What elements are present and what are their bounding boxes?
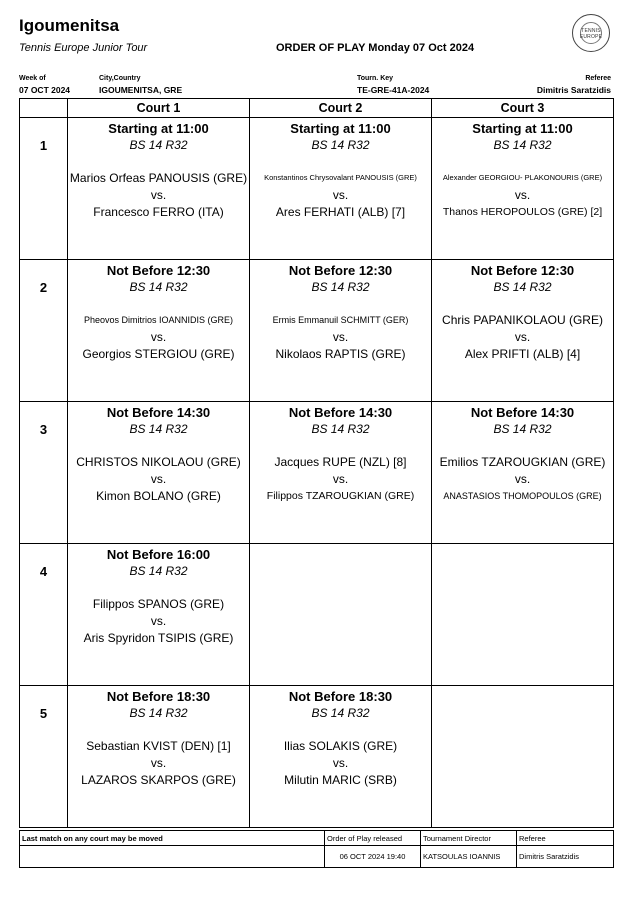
director-value: KATSOULAS IOANNIS (421, 846, 517, 868)
match-row (20, 686, 614, 828)
empty-match-cell (432, 544, 614, 686)
match-time: Not Before 12:30 (288, 263, 393, 278)
director-label: Tournament Director (421, 831, 517, 846)
order-of-play-table (19, 98, 614, 828)
vs-text: vs. (150, 756, 167, 770)
week-label: Week of (19, 75, 46, 82)
referee-value: Dimitris Saratzidis (536, 85, 611, 95)
match-cell (250, 402, 432, 544)
match-event: BS 14 R32 (493, 422, 552, 436)
city-value: IGOUMENITSA, GRE (99, 85, 183, 95)
match-time: Not Before 16:00 (106, 547, 211, 562)
player-1: Jacques RUPE (NZL) [8] (274, 455, 407, 469)
player-1: Konstantinos Chrysovalant PANOUSIS (GRE) (264, 173, 417, 182)
tournament-title: Igoumenitsa (19, 16, 120, 35)
player-2: Francesco FERRO (ITA) (93, 205, 224, 219)
footer-blank (20, 846, 325, 868)
match-cell (250, 686, 432, 828)
match-time: Starting at 11:00 (290, 121, 391, 136)
empty-match-cell (250, 544, 432, 686)
empty-match-cell (432, 686, 614, 828)
match-event: BS 14 R32 (311, 280, 370, 294)
city-label: City,Country (99, 75, 141, 82)
vs-text: vs. (332, 330, 349, 344)
match-time: Not Before 18:30 (106, 689, 211, 704)
row-number: 2 (20, 260, 68, 402)
player-1: Pheovos Dimitrios IOANNIDIS (GRE) (83, 315, 234, 325)
match-row (20, 118, 614, 260)
footer-referee-label: Referee (517, 831, 614, 846)
released-value: 06 OCT 2024 19:40 (325, 846, 421, 868)
vs-text: vs. (150, 614, 167, 628)
released-label: Order of Play released (325, 831, 421, 846)
vs-text: vs. (332, 756, 349, 770)
match-time: Not Before 14:30 (288, 405, 393, 420)
tennis-europe-logo (572, 14, 610, 52)
match-event: BS 14 R32 (311, 138, 370, 152)
player-2: Nikolaos RAPTIS (GRE) (275, 347, 406, 361)
match-event: BS 14 R32 (129, 280, 188, 294)
vs-text: vs. (332, 188, 349, 202)
match-event: BS 14 R32 (493, 138, 552, 152)
footer-table (19, 830, 614, 868)
player-2: Thanos HEROPOULOS (GRE) [2] (442, 206, 603, 218)
row-number: 1 (20, 118, 68, 260)
row-number: 5 (20, 686, 68, 828)
order-of-play-title: ORDER OF PLAY Monday 07 Oct 2024 (276, 42, 475, 54)
player-1: Emilios TZAROUGKIAN (GRE) (439, 455, 606, 469)
match-event: BS 14 R32 (311, 706, 370, 720)
vs-text: vs. (150, 188, 167, 202)
match-row (20, 260, 614, 402)
match-cell (432, 402, 614, 544)
row-number: 4 (20, 544, 68, 686)
match-row (20, 544, 614, 686)
player-2: Georgios STERGIOU (GRE) (82, 347, 235, 361)
row-number: 3 (20, 402, 68, 544)
match-cell (432, 260, 614, 402)
player-2: Alex PRIFTI (ALB) [4] (464, 347, 581, 361)
player-2: Milutin MARIC (SRB) (284, 773, 397, 787)
vs-text: vs. (514, 472, 531, 486)
player-2: ANASTASIOS THOMOPOULOS (GRE) (443, 491, 602, 501)
match-time: Not Before 18:30 (288, 689, 393, 704)
match-cell (68, 260, 250, 402)
match-cell (68, 118, 250, 260)
court-header-row (20, 99, 614, 118)
player-1: Marios Orfeas PANOUSIS (GRE) (69, 171, 248, 185)
match-event: BS 14 R32 (493, 280, 552, 294)
match-event: BS 14 R32 (129, 422, 188, 436)
match-row (20, 402, 614, 544)
corner-cell (20, 99, 68, 118)
match-cell (250, 260, 432, 402)
player-2: Filippos TZAROUGKIAN (GRE) (266, 490, 415, 502)
tour-subtitle: Tennis Europe Junior Tour (19, 42, 148, 54)
match-event: BS 14 R32 (129, 706, 188, 720)
footer-note: Last match on any court may be moved (20, 831, 325, 846)
vs-text: vs. (332, 472, 349, 486)
player-1: Alexander GEORGIOU- PLAKONOURIS (GRE) (442, 173, 603, 182)
referee-label: Referee (585, 75, 611, 82)
match-cell (68, 544, 250, 686)
match-event: BS 14 R32 (129, 564, 188, 578)
match-event: BS 14 R32 (129, 138, 188, 152)
match-time: Starting at 11:00 (108, 121, 209, 136)
player-1: Chris PAPANIKOLAOU (GRE) (442, 313, 603, 327)
match-time: Starting at 11:00 (472, 121, 573, 136)
match-time: Not Before 12:30 (470, 263, 575, 278)
match-time: Not Before 12:30 (106, 263, 211, 278)
player-1: Ilias SOLAKIS (GRE) (283, 739, 398, 753)
vs-text: vs. (514, 188, 531, 202)
match-cell (250, 118, 432, 260)
match-time: Not Before 14:30 (470, 405, 575, 420)
player-2: LAZAROS SKARPOS (GRE) (81, 773, 236, 787)
player-2: Kimon BOLANO (GRE) (96, 489, 221, 503)
court-1-header: Court 1 (68, 99, 250, 118)
tourn-key-value: TE-GRE-41A-2024 (357, 85, 430, 95)
court-2-header: Court 2 (250, 99, 432, 118)
player-2: Aris Spyridon TSIPIS (GRE) (83, 631, 234, 645)
match-cell (68, 686, 250, 828)
logo-text: TENNIS EUROPE (579, 28, 603, 40)
player-1: Sebastian KVIST (DEN) [1] (86, 739, 231, 753)
match-cell (68, 402, 250, 544)
vs-text: vs. (150, 330, 167, 344)
vs-text: vs. (514, 330, 531, 344)
match-event: BS 14 R32 (311, 422, 370, 436)
vs-text: vs. (150, 472, 167, 486)
player-2: Ares FERHATI (ALB) [7] (275, 205, 406, 219)
week-value: 07 OCT 2024 (19, 85, 71, 95)
player-1: Ermis Emmanuil SCHMITT (GER) (272, 315, 409, 325)
tourn-key-label: Tourn. Key (357, 75, 394, 82)
player-1: CHRISTOS NIKOLAOU (GRE) (76, 455, 241, 469)
footer-referee-value: Dimitris Saratzidis (517, 846, 614, 868)
match-cell (432, 118, 614, 260)
player-1: Filippos SPANOS (GRE) (92, 597, 225, 611)
court-3-header: Court 3 (432, 99, 614, 118)
match-time: Not Before 14:30 (106, 405, 211, 420)
